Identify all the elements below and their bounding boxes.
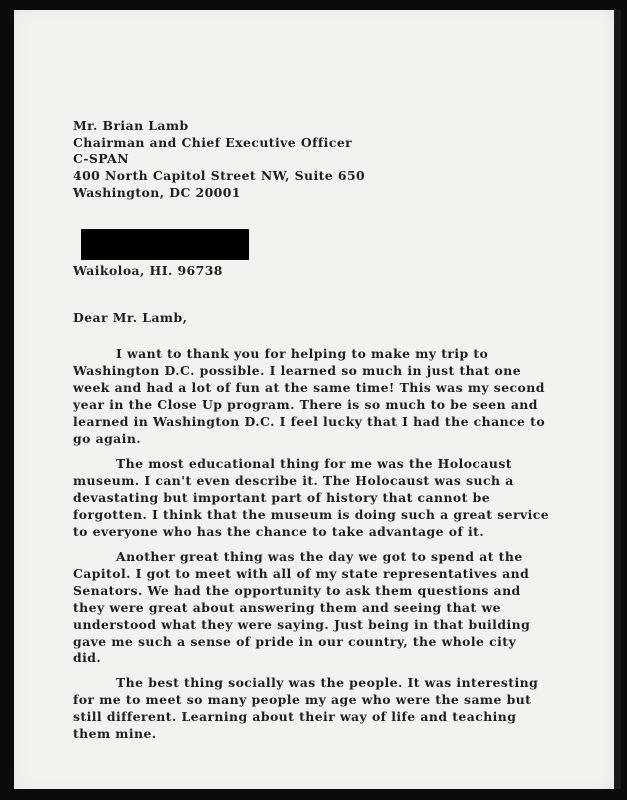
paragraph-line: Capitol. I got to meet with all of my state representatives and: [73, 565, 530, 581]
paragraph-2: [73, 456, 549, 541]
paragraph-line: they were great about answering them and seeing that we: [73, 599, 501, 615]
recipient-city: Washington, DC 20001: [73, 184, 241, 200]
paragraph-4: [73, 675, 538, 743]
sender-city-line: Waikoloa, HI. 96738: [73, 263, 223, 278]
recipient-street: 400 North Capitol Street NW, Suite 650: [73, 168, 366, 184]
paragraph-line: I want to thank you for helping to make my trip to: [116, 346, 489, 361]
paragraph-line: learned in Washington D.C. I feel lucky that I had the chance to: [73, 413, 546, 429]
recipient-address-block: [73, 118, 365, 202]
recipient-organization: C-SPAN: [73, 151, 130, 167]
page-edge-shadow: [614, 10, 621, 789]
paragraph-line: Washington D.C. possible. I learned so much in just that one: [73, 362, 522, 378]
paragraph-line: to everyone who has the chance to take advantage of it.: [73, 523, 485, 539]
paragraph-line: The best thing socially was the people. It was interesting: [116, 675, 539, 690]
paragraph-line: The most educational thing for me was the Holocaust: [116, 456, 512, 471]
paragraph-line: did.: [73, 650, 102, 666]
paragraph-line: Senators. We had the opportunity to ask them questions and: [73, 582, 521, 598]
paragraph-line: still different. Learning about their way of life and teaching: [73, 708, 517, 724]
recipient-name: Mr. Brian Lamb: [73, 118, 189, 133]
recipient-title: Chairman and Chief Executive Officer: [73, 134, 353, 150]
paragraph-line: week and had a lot of fun at the same time! This was my second: [73, 379, 545, 395]
paragraph-line: forgotten. I think that the museum is doing such a great service: [73, 506, 550, 522]
paragraph-line: them mine.: [73, 725, 157, 741]
paragraph-line: understood what they were saying. Just being in that building: [73, 616, 531, 632]
paragraph-line: devastating but important part of history that cannot be: [73, 489, 491, 505]
paragraph-line: museum. I can't even describe it. The Holocaust was such a: [73, 472, 514, 488]
salutation: Dear Mr. Lamb,: [73, 310, 188, 325]
paragraph-1: [73, 346, 545, 447]
paragraph-line: for me to meet so many people my age who were the same but: [73, 691, 532, 707]
paragraph-line: year in the Close Up program. There is so much to be seen and: [73, 396, 538, 412]
paragraph-3: [73, 549, 530, 667]
redaction-bar: [81, 229, 249, 260]
paragraph-line: go again.: [73, 430, 142, 446]
paragraph-line: Another great thing was the day we got to spend at the: [116, 549, 523, 564]
paragraph-line: gave me such a sense of pride in our country, the whole city: [73, 633, 517, 649]
